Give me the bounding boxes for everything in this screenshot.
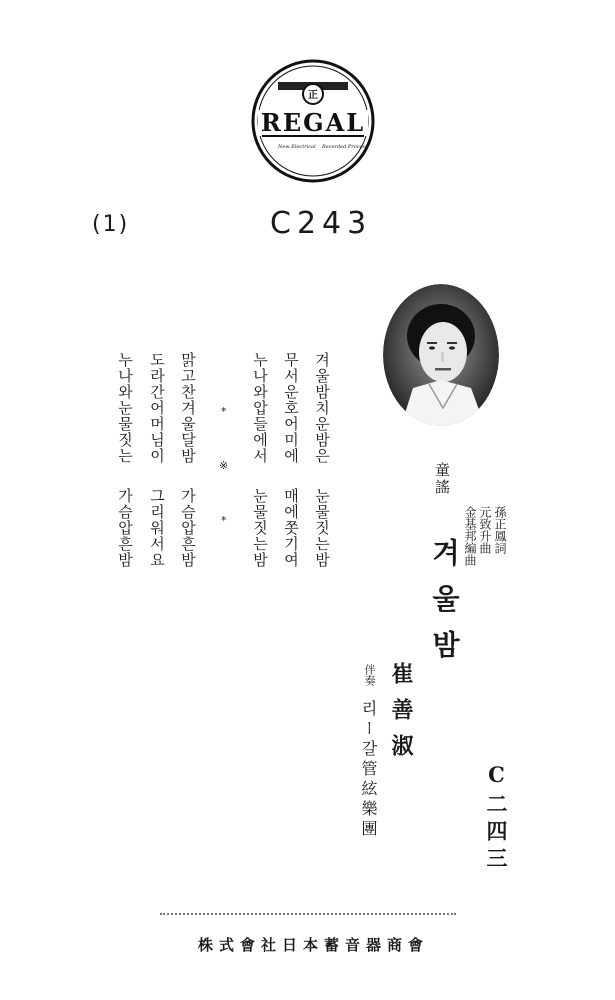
arranger-credit: 金基邦編曲 xyxy=(463,506,477,566)
publisher-name: 株式會社日本蓄音器商會 xyxy=(198,936,430,954)
composer-credit: 元致升曲 xyxy=(478,506,492,554)
performer-label: 伴奏 xyxy=(363,664,376,686)
regal-logo xyxy=(250,58,376,184)
separator-mark-3: * xyxy=(221,514,227,527)
logo-sub-right: Recorded Process xyxy=(322,144,368,150)
singer-portrait xyxy=(383,284,499,426)
lyric-line-2-end: 매에쫏기여 xyxy=(282,488,300,568)
genre-label: 童謠 xyxy=(433,462,451,496)
separator-mark-1: * xyxy=(221,405,227,418)
logo-brand-text: REGAL xyxy=(260,108,366,137)
footer-divider xyxy=(160,913,456,918)
catalog-number: C243 xyxy=(270,206,373,241)
singer-name: 崔善淑 xyxy=(388,662,414,770)
lyric-line-3-end: 눈물짓는밤 xyxy=(251,488,269,568)
lyric-line-5-end: 그리워서요 xyxy=(148,488,166,568)
lyric-line-4-end: 가슴압흔밤 xyxy=(179,488,197,568)
side-number: (1) xyxy=(92,212,130,237)
song-title: 겨울밤 xyxy=(428,538,461,676)
logo-sub-left: New Electrical xyxy=(278,144,316,150)
lyric-line-2: 무서운호어미에 xyxy=(282,352,300,464)
lyric-line-4: 맑고찬겨울달밤 xyxy=(179,352,197,464)
lyric-line-3: 누나와압들에서 xyxy=(251,352,269,464)
separator-mark-2: ※ xyxy=(219,459,229,472)
logo-badge-text: 正 xyxy=(308,90,318,101)
lyric-line-1-end: 눈물짓는밤 xyxy=(313,488,331,568)
lyric-line-6-end: 가슴압흔밤 xyxy=(116,488,134,568)
lyricist-credit: 孫正鳳詞 xyxy=(493,506,507,554)
lyric-line-5: 도라간어머님이 xyxy=(148,352,166,464)
lyric-line-6: 누나와눈물짓는 xyxy=(116,352,134,464)
performer-name: 리ー갈管絃樂團 xyxy=(359,700,378,840)
lyric-line-1: 겨울밤치운밤은 xyxy=(313,352,331,464)
catalog-number-vertical: C二四三 xyxy=(484,762,509,874)
